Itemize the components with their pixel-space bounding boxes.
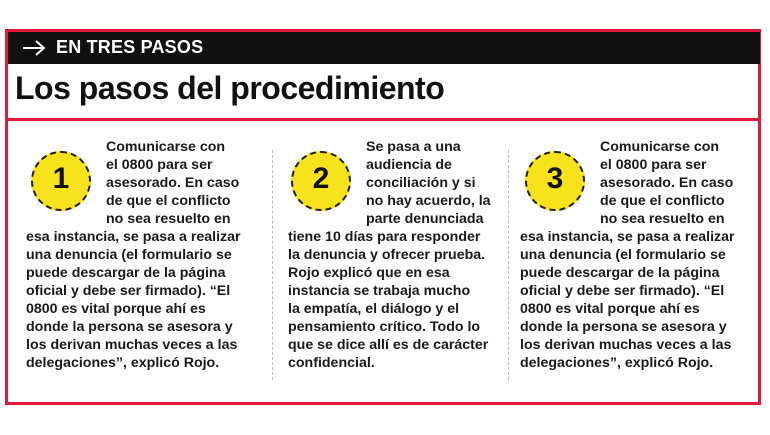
step-text [26,138,266,372]
text-line: una denuncia (el formulario se [520,247,726,263]
step-number: 2 [312,162,330,195]
text-line: tiene 10 días para responder [288,229,481,245]
kicker-bar [8,32,760,64]
text-line: Rojo explicó que en esa [288,265,450,281]
text-line: el 0800 para ser [106,157,213,173]
text-line: conciliación y si [366,175,476,191]
text-line: Comunicarse con [600,139,720,155]
text-line: esa instancia, se pasa a realizar [520,229,735,245]
text-line: pensamiento crítico. Todo lo [288,319,481,335]
text-line: 0800 es vital porque ahí es [520,301,700,317]
text-line: de que el conflicto [106,193,231,209]
kicker-label: EN TRES PASOS [56,37,204,57]
text-line: Se pasa a una [366,139,461,155]
text-line: donde la persona se asesora y [26,319,233,335]
step-number: 3 [546,162,564,195]
page-title: Los pasos del procedimiento [15,70,445,106]
text-line: no hay acuerdo, la [366,193,491,209]
text-line: esa instancia, se pasa a realizar [26,229,241,245]
step-number: 1 [52,162,70,195]
text-line: 0800 es vital porque ahí es [26,301,206,317]
text-line: los derivan muchas veces a las [26,337,238,353]
text-line: Comunicarse con [106,139,226,155]
text-line: puede descargar de la página [26,265,226,281]
text-line: los derivan muchas veces a las [520,337,732,353]
text-line: instancia se trabaja mucho [288,283,471,299]
text-line: de que el conflicto [600,193,725,209]
text-line: parte denunciada [366,211,484,227]
text-line: la denuncia y ofrecer prueba. [288,247,486,263]
step-text [288,138,510,372]
text-line: confidencial. [288,355,375,371]
column-separator [508,150,509,380]
text-line: no sea resuelto en [600,211,725,227]
text-line: puede descargar de la página [520,265,720,281]
text-line: el 0800 para ser [600,157,707,173]
text-line: oficial y debe ser firmado). “El [26,283,231,299]
text-line: que se dice allí es de carácter [288,337,489,353]
text-line: asesorado. En caso [600,175,734,191]
title-divider [5,118,761,121]
arrow-right-icon [22,39,46,57]
text-line: la empatía, el diálogo y el [288,301,460,317]
text-line: donde la persona se asesora y [520,319,727,335]
text-line: asesorado. En caso [106,175,240,191]
column-separator [272,150,273,380]
text-line: una denuncia (el formulario se [26,247,232,263]
text-line: oficial y debe ser firmado). “El [520,283,725,299]
step-text [520,138,756,372]
text-line: no sea resuelto en [106,211,231,227]
text-line: delegaciones”, explicó Rojo. [26,355,220,371]
text-line: audiencia de [366,157,452,173]
text-line: delegaciones”, explicó Rojo. [520,355,714,371]
